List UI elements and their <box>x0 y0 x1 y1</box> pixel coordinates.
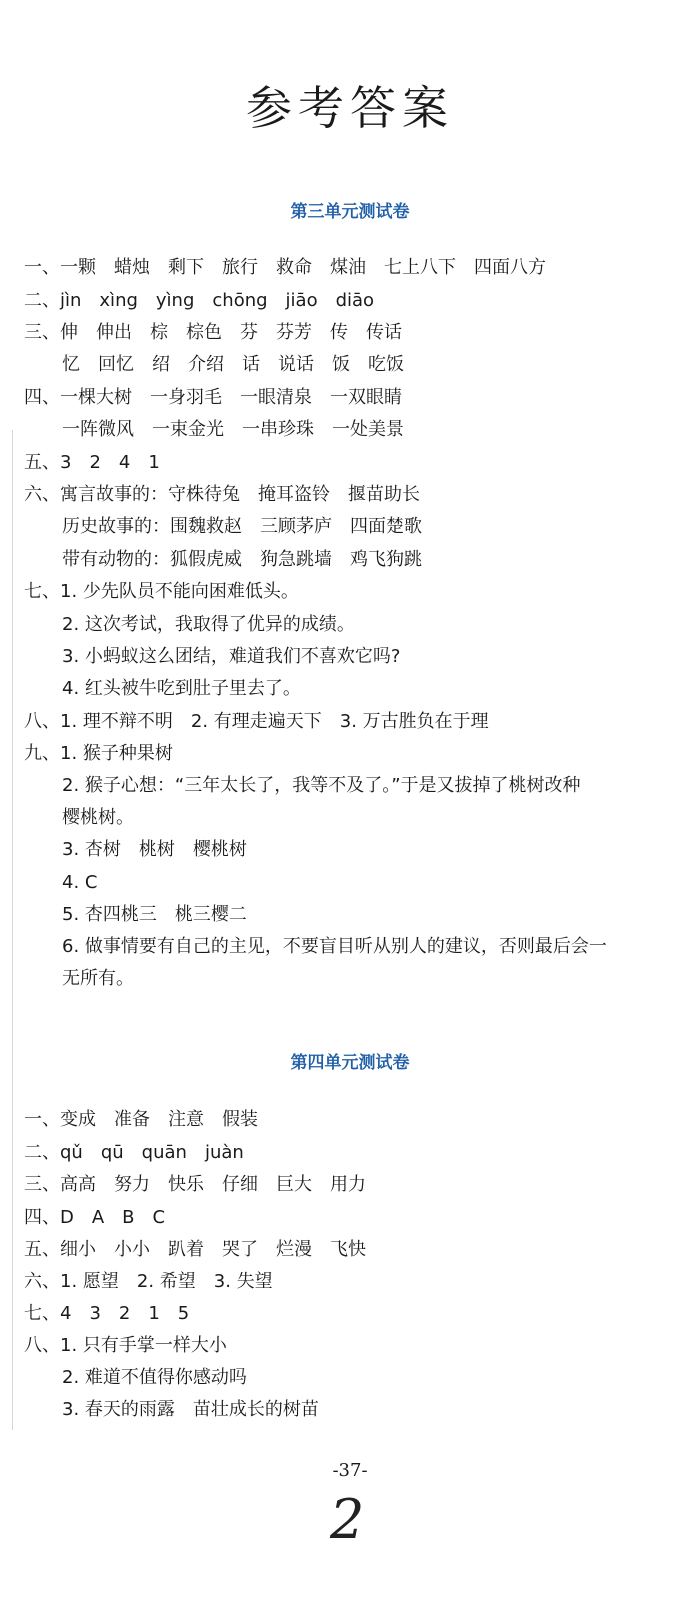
answer-line: 5. 杏四桃三 桃三樱二 <box>62 904 247 925</box>
answer-line: 一、变成 准备 注意 假装 <box>24 1109 258 1130</box>
answer-line: 八、1. 理不辩不明 2. 有理走遍天下 3. 万古胜负在于理 <box>24 711 489 732</box>
answer-line: 九、1. 猴子种果树 <box>24 743 173 764</box>
page-number: -37- <box>332 1460 368 1481</box>
answer-line: 五、3 2 4 1 <box>24 452 160 473</box>
answer-line: 4. C <box>62 872 98 893</box>
answer-line: 3. 小蚂蚁这么团结，难道我们不喜欢它吗? <box>62 646 401 667</box>
answer-line: 五、细小 小小 趴着 哭了 烂漫 飞快 <box>24 1239 366 1260</box>
answer-line: 七、4 3 2 1 5 <box>24 1303 190 1324</box>
answer-line: 3. 杏树 桃树 樱桃树 <box>62 839 247 860</box>
answer-line: 六、寓言故事的：守株待兔 掩耳盗铃 揠苗助长 <box>24 484 420 505</box>
answer-line: 六、1. 愿望 2. 希望 3. 失望 <box>24 1271 273 1292</box>
answer-line: 6. 做事情要有自己的主见，不要盲目听从别人的建议，否则最后会一 <box>62 936 607 957</box>
answer-line: 2. 这次考试，我取得了优异的成绩。 <box>62 614 355 635</box>
section-title-unit-3: 第三单元测试卷 <box>290 202 410 222</box>
answer-line: 四、一棵大树 一身羽毛 一眼清泉 一双眼睛 <box>24 387 402 408</box>
answer-line: 一、一颗 蜡烛 剩下 旅行 救命 煤油 七上八下 四面八方 <box>24 257 546 278</box>
answer-line: 樱桃树。 <box>62 807 134 828</box>
answer-line: 四、D A B C <box>24 1207 166 1228</box>
answer-line: 历史故事的：围魏救赵 三顾茅庐 四面楚歌 <box>62 516 422 537</box>
answer-line: 三、高高 努力 快乐 仔细 巨大 用力 <box>24 1174 366 1195</box>
handwritten-mark: 2 <box>330 1488 365 1551</box>
section-title-unit-4: 第四单元测试卷 <box>290 1053 410 1073</box>
margin-rule <box>12 430 13 1430</box>
answer-line: 无所有。 <box>62 968 134 989</box>
answer-line: 3. 春天的雨露 苗壮成长的树苗 <box>62 1399 319 1420</box>
answer-line: 带有动物的：狐假虎威 狗急跳墙 鸡飞狗跳 <box>62 549 422 570</box>
answer-line: 二、jìn xìng yìng chōng jiāo diāo <box>24 290 375 311</box>
page-title: 参考答案 <box>246 81 454 135</box>
answer-line: 七、1. 少先队员不能向困难低头。 <box>24 581 299 602</box>
answer-line: 二、qǔ qū quān juàn <box>24 1142 244 1163</box>
answer-line: 一阵微风 一束金光 一串珍珠 一处美景 <box>62 419 404 440</box>
answer-line: 2. 猴子心想：“三年太长了，我等不及了。”于是又拔掉了桃树改种 <box>62 775 581 796</box>
answer-line: 三、伸 伸出 棕 棕色 芬 芬芳 传 传话 <box>24 322 402 343</box>
answer-line: 2. 难道不值得你感动吗 <box>62 1367 247 1388</box>
answer-line: 4. 红头被牛吃到肚子里去了。 <box>62 678 301 699</box>
answer-line: 八、1. 只有手掌一样大小 <box>24 1335 227 1356</box>
answer-line: 忆 回忆 绍 介绍 话 说话 饭 吃饭 <box>62 354 404 375</box>
